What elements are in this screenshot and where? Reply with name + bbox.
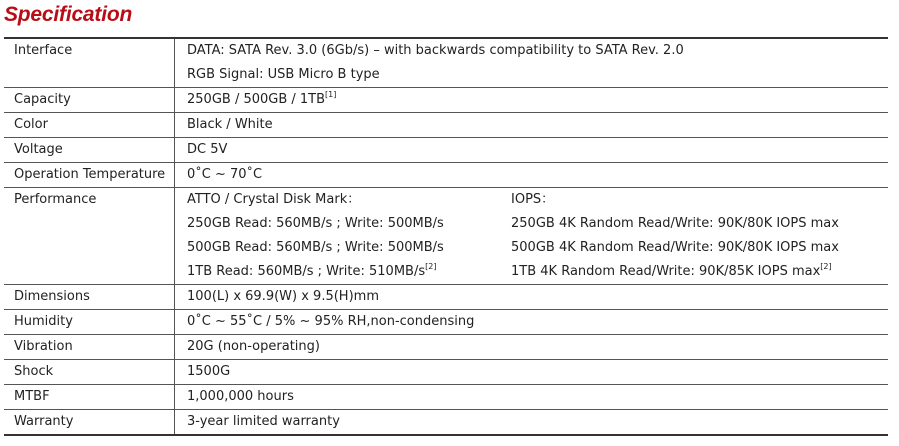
spec-label-cell [4,360,175,385]
spec-value-cell [175,385,889,410]
spec-label: Vibration [14,339,73,354]
spec-label-cell [4,38,175,88]
spec-label-cell [4,88,175,113]
spec-label: Operation Temperature [14,167,166,182]
perf-header: ATTO / Crystal Disk Mark： [187,192,361,207]
spec-value: 20G (non-operating) [187,339,320,354]
spec-row-voltage [4,138,888,163]
perf-value: 500GB Read: 560MB/s ; Write: 500MB/s [187,240,444,255]
perf-header: IOPS： [511,192,555,207]
spec-row-warranty [4,410,888,436]
spec-row-color [4,113,888,138]
spec-label-cell [4,138,175,163]
spec-value-cell [175,410,889,436]
spec-row-capacity [4,88,888,113]
spec-row-humidity [4,310,888,335]
spec-table [4,37,888,436]
spec-value-cell [175,335,889,360]
page-title: Specification [4,3,133,26]
spec-label-cell [4,285,175,310]
spec-label-cell [4,410,175,436]
spec-value: 0˚C ~ 70˚C [187,167,263,182]
spec-value-cell [175,360,889,385]
spec-label-cell [4,335,175,360]
spec-row-shock [4,360,888,385]
spec-label-cell [4,310,175,335]
spec-value: 250GB / 500GB / 1TB [187,92,326,107]
spec-row-vibration [4,335,888,360]
spec-value: 3-year limited warranty [187,414,340,429]
spec-value: 100(L) x 69.9(W) x 9.5(H)mm [187,289,379,304]
spec-value: DATA: SATA Rev. 3.0 (6Gb/s) – with backwards compatibility to SATA Rev. 2.0 [187,43,684,58]
spec-row-interface [4,38,888,88]
spec-label: Voltage [14,142,63,157]
spec-row-performance [4,188,888,285]
perf-value-line [187,260,511,284]
performance-columns [187,188,888,284]
footnote-ref: [2] [425,262,437,271]
spec-value: 0˚C ~ 55˚C / 5% ~ 95% RH,non-condensing [187,314,475,329]
perf-value-line [511,260,888,284]
performance-iops-column [511,188,888,284]
spec-label: Capacity [14,92,71,107]
perf-value: 250GB Read: 560MB/s ; Write: 500MB/s [187,216,444,231]
spec-value-cell [175,285,889,310]
spec-value: RGB Signal: USB Micro B type [187,67,380,82]
spec-label: Color [14,117,48,132]
perf-value: 500GB 4K Random Read/Write: 90K/80K IOPS max [511,240,839,255]
spec-value-cell [175,188,889,285]
spec-label: Shock [14,364,54,379]
spec-value-cell [175,113,889,138]
spec-label-cell [4,163,175,188]
spec-value: DC 5V [187,142,228,157]
spec-row-temperature [4,163,888,188]
spec-label: MTBF [14,389,50,404]
spec-value-cell [175,163,889,188]
spec-value-cell [175,38,889,88]
footnote-ref: [2] [820,262,832,271]
spec-label-cell [4,385,175,410]
spec-label-cell [4,188,175,285]
spec-label-cell [4,113,175,138]
spec-label: Humidity [14,314,73,329]
footnote-ref: [1] [325,90,337,99]
spec-value-cell [175,310,889,335]
spec-value-cell [175,88,889,113]
spec-value-line [187,88,888,112]
spec-label: Interface [14,43,73,58]
performance-transfer-column [187,188,511,284]
spec-label: Warranty [14,414,74,429]
spec-row-dimensions [4,285,888,310]
spec-label: Dimensions [14,289,90,304]
spec-value: Black / White [187,117,273,132]
perf-value: 1TB Read: 560MB/s ; Write: 510MB/s [187,264,426,279]
spec-value-cell [175,138,889,163]
spec-row-mtbf [4,385,888,410]
spec-value: 1,000,000 hours [187,389,294,404]
spec-value: 1500G [187,364,231,379]
perf-value: 250GB 4K Random Read/Write: 90K/80K IOPS max [511,216,839,231]
spec-label: Performance [14,192,97,207]
perf-value: 1TB 4K Random Read/Write: 90K/85K IOPS max [511,264,821,279]
